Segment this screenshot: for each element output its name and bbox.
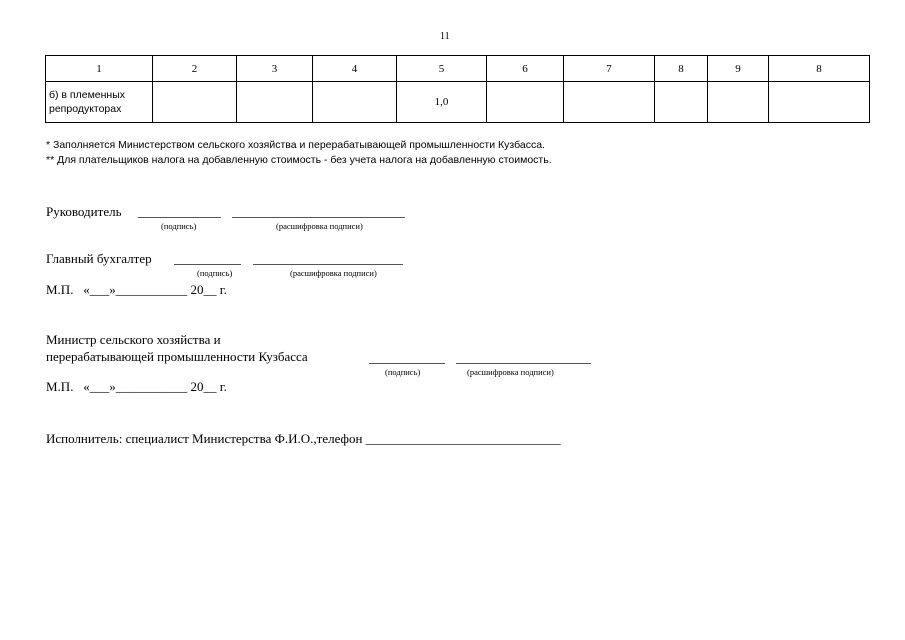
table-cell [313,82,397,123]
head-signature-caption: (подпись) [161,221,197,231]
footnote-2: ** Для плательщиков налога на добавленную стоимость - без учета налога на добавленную стоимость. [46,154,552,166]
stamp-date-line-2: М.П. «___»___________ 20__ г. [46,379,227,394]
table-cell [564,82,655,123]
chief-accountant-label: Главный бухгалтер [46,251,152,266]
header-cell: 4 [313,56,397,82]
header-cell: 7 [564,56,655,82]
footnote-1: * Заполняется Министерством сельского хозяйства и перерабатывающей промышленности Кузбасса. [46,139,545,151]
data-table [45,55,870,123]
accountant-decode-caption: (расшифровка подписи) [290,268,377,278]
head-signature-line [138,217,221,218]
minister-signature-caption: (подпись) [385,367,421,377]
table-cell [655,82,708,123]
minister-decode-line [456,363,591,364]
header-cell: 3 [237,56,313,82]
table-cell: 1,0 [397,82,487,123]
header-cell: 1 [46,56,153,82]
table-cell [153,82,237,123]
stamp-date-line-1: М.П. «___»___________ 20__ г. [46,282,227,297]
header-cell: 2 [153,56,237,82]
minister-signature-line [369,363,445,364]
head-decode-caption: (расшифровка подписи) [276,221,363,231]
header-cell: 8 [655,56,708,82]
table-cell [769,82,870,123]
row-label-line1: б) в племенных [49,89,126,101]
accountant-signature-caption: (подпись) [197,268,233,278]
header-cell: 8 [769,56,870,82]
header-cell: 5 [397,56,487,82]
minister-decode-caption: (расшифровка подписи) [467,367,554,377]
accountant-signature-line [174,264,241,265]
minister-title-line1: Министр сельского хозяйства и [46,332,221,347]
row-label-line2: репродукторах [49,103,122,115]
table-cell [708,82,769,123]
table-cell [237,82,313,123]
accountant-decode-line [253,264,403,265]
minister-title-line2: перерабатывающей промышленности Кузбасса [46,349,308,364]
row-label-cell [46,82,153,123]
table-header-row [46,56,870,82]
table-cell [487,82,564,123]
head-label: Руководитель [46,204,122,219]
page-number: 11 [440,31,450,42]
header-cell: 6 [487,56,564,82]
executor-line: Исполнитель: специалист Министерства Ф.И.О.,телефон ______________________________ [46,431,561,446]
head-decode-line [232,217,405,218]
table-row [46,82,870,123]
header-cell: 9 [708,56,769,82]
